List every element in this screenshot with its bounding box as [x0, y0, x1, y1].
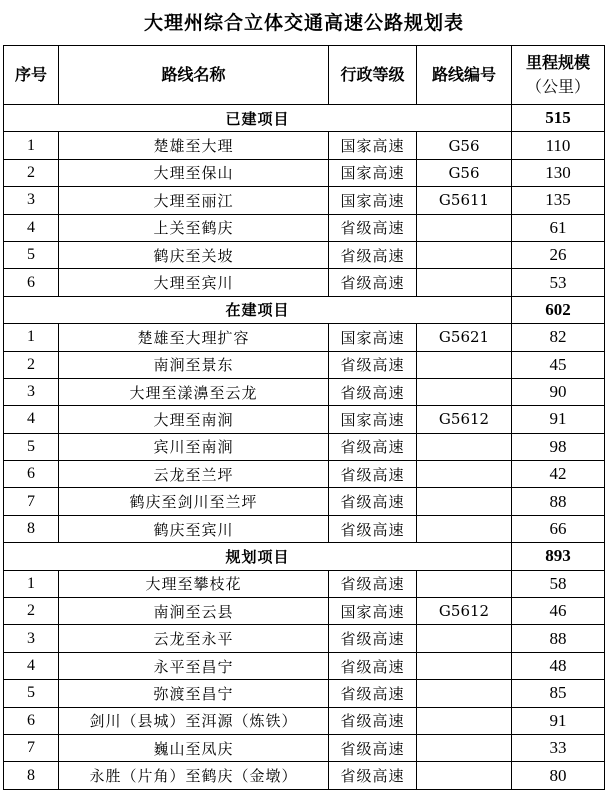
cell-mileage: 42	[512, 461, 605, 488]
cell-route-code	[417, 488, 512, 515]
table-row	[4, 488, 605, 515]
cell-mileage: 90	[512, 378, 605, 405]
cell-mileage: 91	[512, 707, 605, 734]
table-row	[4, 214, 605, 241]
cell-route-name: 大理至丽江	[59, 187, 329, 214]
cell-mileage: 85	[512, 680, 605, 707]
cell-route-name: 弥渡至昌宁	[59, 680, 329, 707]
cell-admin-grade: 省级高速	[329, 625, 417, 652]
table-row	[4, 570, 605, 597]
cell-route-name: 大理至南涧	[59, 406, 329, 433]
cell-admin-grade: 国家高速	[329, 324, 417, 351]
table-row	[4, 515, 605, 542]
section-total: 515	[512, 105, 605, 132]
cell-mileage: 48	[512, 652, 605, 679]
table-row	[4, 241, 605, 268]
cell-no: 7	[4, 488, 59, 515]
cell-no: 2	[4, 351, 59, 378]
table-row	[4, 652, 605, 679]
cell-no: 1	[4, 132, 59, 159]
table-row	[4, 707, 605, 734]
table-row	[4, 159, 605, 186]
header-mileage-line2: （公里）	[525, 77, 590, 96]
cell-route-name: 楚雄至大理扩容	[59, 324, 329, 351]
cell-route-code: G56	[417, 132, 512, 159]
cell-no: 1	[4, 570, 59, 597]
section-total: 602	[512, 296, 605, 323]
cell-route-code	[417, 734, 512, 761]
cell-route-name: 剑川（县城）至洱源（炼铁）	[59, 707, 329, 734]
cell-route-code	[417, 241, 512, 268]
cell-mileage: 91	[512, 406, 605, 433]
cell-route-name: 巍山至凤庆	[59, 734, 329, 761]
cell-no: 3	[4, 625, 59, 652]
cell-route-name: 南涧至景东	[59, 351, 329, 378]
cell-mileage: 26	[512, 241, 605, 268]
cell-route-code: G5611	[417, 187, 512, 214]
cell-mileage: 46	[512, 598, 605, 625]
cell-no: 8	[4, 762, 59, 789]
cell-route-code	[417, 680, 512, 707]
cell-no: 3	[4, 187, 59, 214]
cell-route-code	[417, 570, 512, 597]
cell-mileage: 82	[512, 324, 605, 351]
cell-route-code	[417, 652, 512, 679]
highway-plan-table	[3, 45, 605, 790]
cell-admin-grade: 省级高速	[329, 269, 417, 296]
cell-mileage: 88	[512, 488, 605, 515]
cell-no: 4	[4, 406, 59, 433]
cell-admin-grade: 省级高速	[329, 652, 417, 679]
table-row	[4, 269, 605, 296]
cell-admin-grade: 省级高速	[329, 461, 417, 488]
cell-route-name: 南涧至云县	[59, 598, 329, 625]
header-route-name: 路线名称	[59, 46, 329, 105]
cell-route-code: G5612	[417, 406, 512, 433]
header-mileage	[512, 46, 605, 105]
cell-route-name: 楚雄至大理	[59, 132, 329, 159]
header-admin-grade: 行政等级	[329, 46, 417, 105]
section-row	[4, 105, 605, 132]
table-row	[4, 187, 605, 214]
cell-no: 2	[4, 598, 59, 625]
cell-admin-grade: 国家高速	[329, 598, 417, 625]
cell-mileage: 33	[512, 734, 605, 761]
cell-route-code	[417, 515, 512, 542]
cell-route-name: 宾川至南涧	[59, 433, 329, 460]
cell-mileage: 98	[512, 433, 605, 460]
section-row	[4, 296, 605, 323]
cell-admin-grade: 省级高速	[329, 680, 417, 707]
cell-mileage: 80	[512, 762, 605, 789]
cell-route-name: 大理至攀枝花	[59, 570, 329, 597]
cell-route-name: 上关至鹤庆	[59, 214, 329, 241]
cell-route-name: 永平至昌宁	[59, 652, 329, 679]
cell-admin-grade: 国家高速	[329, 159, 417, 186]
cell-route-code: G5612	[417, 598, 512, 625]
cell-route-code	[417, 762, 512, 789]
header-no: 序号	[4, 46, 59, 105]
cell-no: 4	[4, 652, 59, 679]
header-row	[4, 46, 605, 105]
cell-admin-grade: 国家高速	[329, 187, 417, 214]
cell-admin-grade: 国家高速	[329, 132, 417, 159]
cell-route-name: 大理至宾川	[59, 269, 329, 296]
cell-admin-grade: 省级高速	[329, 570, 417, 597]
header-mileage-line1: 里程规模	[525, 53, 590, 72]
cell-route-code	[417, 378, 512, 405]
cell-route-code	[417, 461, 512, 488]
section-row	[4, 543, 605, 570]
cell-admin-grade: 省级高速	[329, 241, 417, 268]
table-body	[4, 105, 605, 790]
table-row	[4, 762, 605, 789]
cell-admin-grade: 省级高速	[329, 433, 417, 460]
section-label: 规划项目	[4, 543, 512, 570]
table-row	[4, 461, 605, 488]
table-row	[4, 351, 605, 378]
cell-route-code: G5621	[417, 324, 512, 351]
cell-route-code	[417, 269, 512, 296]
cell-no: 8	[4, 515, 59, 542]
cell-route-code: G56	[417, 159, 512, 186]
cell-mileage: 45	[512, 351, 605, 378]
table-row	[4, 433, 605, 460]
cell-no: 5	[4, 680, 59, 707]
cell-mileage: 61	[512, 214, 605, 241]
cell-no: 3	[4, 378, 59, 405]
cell-route-name: 大理至漾濞至云龙	[59, 378, 329, 405]
cell-no: 5	[4, 433, 59, 460]
section-label: 在建项目	[4, 296, 512, 323]
cell-admin-grade: 省级高速	[329, 378, 417, 405]
cell-route-name: 云龙至永平	[59, 625, 329, 652]
cell-route-code	[417, 433, 512, 460]
section-label: 已建项目	[4, 105, 512, 132]
cell-admin-grade: 省级高速	[329, 707, 417, 734]
cell-no: 7	[4, 734, 59, 761]
table-row	[4, 625, 605, 652]
cell-admin-grade: 国家高速	[329, 406, 417, 433]
cell-route-code	[417, 351, 512, 378]
cell-mileage: 66	[512, 515, 605, 542]
cell-mileage: 130	[512, 159, 605, 186]
cell-mileage: 58	[512, 570, 605, 597]
cell-no: 6	[4, 269, 59, 296]
cell-route-name: 鹤庆至关坡	[59, 241, 329, 268]
header-route-code: 路线编号	[417, 46, 512, 105]
cell-mileage: 135	[512, 187, 605, 214]
cell-route-code	[417, 625, 512, 652]
cell-admin-grade: 省级高速	[329, 488, 417, 515]
cell-no: 4	[4, 214, 59, 241]
table-row	[4, 378, 605, 405]
cell-admin-grade: 省级高速	[329, 762, 417, 789]
cell-route-name: 云龙至兰坪	[59, 461, 329, 488]
cell-mileage: 110	[512, 132, 605, 159]
cell-no: 6	[4, 461, 59, 488]
cell-route-name: 鹤庆至宾川	[59, 515, 329, 542]
table-row	[4, 598, 605, 625]
page-title: 大理州综合立体交通高速公路规划表	[143, 12, 464, 34]
cell-admin-grade: 省级高速	[329, 214, 417, 241]
cell-no: 2	[4, 159, 59, 186]
cell-no: 1	[4, 324, 59, 351]
table-row	[4, 324, 605, 351]
cell-admin-grade: 省级高速	[329, 734, 417, 761]
cell-no: 5	[4, 241, 59, 268]
cell-mileage: 53	[512, 269, 605, 296]
table-row	[4, 406, 605, 433]
cell-admin-grade: 省级高速	[329, 515, 417, 542]
cell-admin-grade: 省级高速	[329, 351, 417, 378]
cell-route-name: 大理至保山	[59, 159, 329, 186]
cell-route-name: 永胜（片角）至鹤庆（金墩）	[59, 762, 329, 789]
table-row	[4, 734, 605, 761]
table-row	[4, 132, 605, 159]
table-row	[4, 680, 605, 707]
cell-mileage: 88	[512, 625, 605, 652]
cell-route-code	[417, 707, 512, 734]
cell-route-name: 鹤庆至剑川至兰坪	[59, 488, 329, 515]
cell-route-code	[417, 214, 512, 241]
section-total: 893	[512, 543, 605, 570]
cell-no: 6	[4, 707, 59, 734]
